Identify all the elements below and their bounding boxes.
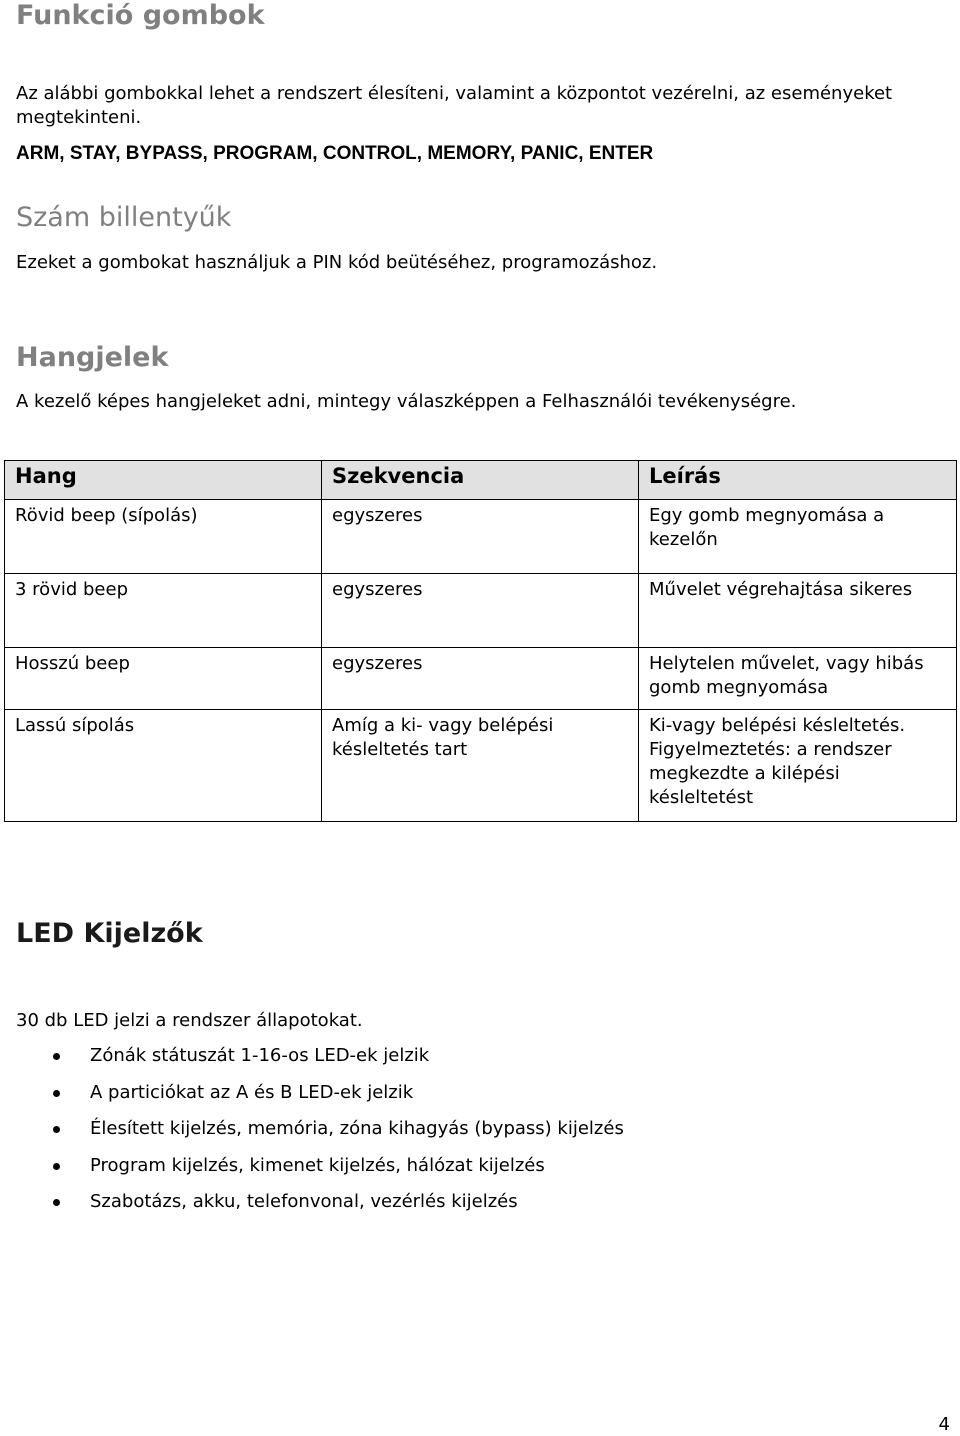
hangjelek-heading: Hangjelek — [16, 342, 169, 373]
beep-table — [4, 460, 957, 822]
table-cell: Egy gomb megnyomása a kezelőn — [639, 500, 957, 574]
led-kijelzok-heading: LED Kijelzők — [16, 918, 203, 949]
led-intro-text: 30 db LED jelzi a rendszer állapotokat. — [16, 1010, 363, 1031]
led-list — [0, 1044, 624, 1227]
table-row — [5, 500, 957, 574]
funkcio-gombok-heading: Funkció gombok — [16, 0, 265, 31]
list-item: Élesített kijelzés, memória, zóna kihagyás (bypass) kijelzés — [0, 1117, 624, 1154]
table-row — [5, 574, 957, 648]
table-header-row — [5, 461, 957, 500]
page-number: 4 — [938, 1414, 950, 1435]
function-buttons-list: ARM, STAY, BYPASS, PROGRAM, CONTROL, MEMORY, PANIC, ENTER — [16, 143, 654, 164]
table-cell: Helytelen művelet, vagy hibás gomb megnyomása — [639, 648, 957, 710]
table-row — [5, 710, 957, 822]
szam-billentyuk-text: Ezeket a gombokat használjuk a PIN kód beütéséhez, programozáshoz. — [16, 252, 658, 273]
table-cell: Lassú sípolás — [5, 710, 322, 822]
header-leiras: Leírás — [639, 461, 957, 500]
list-item: Program kijelzés, kimenet kijelzés, hálózat kijelzés — [0, 1154, 624, 1191]
table-cell: egyszeres — [322, 648, 639, 710]
table-cell: egyszeres — [322, 574, 639, 648]
list-item: Szabotázs, akku, telefonvonal, vezérlés kijelzés — [0, 1190, 624, 1227]
table-cell: 3 rövid beep — [5, 574, 322, 648]
list-item: A particiókat az A és B LED-ek jelzik — [0, 1081, 624, 1118]
szam-billentyuk-heading: Szám billentyűk — [16, 202, 232, 233]
table-cell: Rövid beep (sípolás) — [5, 500, 322, 574]
table-cell: Hosszú beep — [5, 648, 322, 710]
funkcio-intro-text: Az alábbi gombokkal lehet a rendszert élesíteni, valamint a központot vezérelni, az eseményeket megtekinteni. — [16, 83, 893, 128]
table-cell: Amíg a ki- vagy belépési késleltetés tart — [322, 710, 639, 822]
table-cell: egyszeres — [322, 500, 639, 574]
hangjelek-text: A kezelő képes hangjeleket adni, mintegy válaszképpen a Felhasználói tevékenységre. — [16, 391, 797, 412]
header-hang: Hang — [5, 461, 322, 500]
header-szekvencia: Szekvencia — [322, 461, 639, 500]
table-row — [5, 648, 957, 710]
list-item: Zónák státuszát 1-16-os LED-ek jelzik — [0, 1044, 624, 1081]
table-cell: Művelet végrehajtása sikeres — [639, 574, 957, 648]
table-cell: Ki-vagy belépési késleltetés. Figyelmeztetés: a rendszer megkezdte a kilépési késleltetést — [639, 710, 957, 822]
